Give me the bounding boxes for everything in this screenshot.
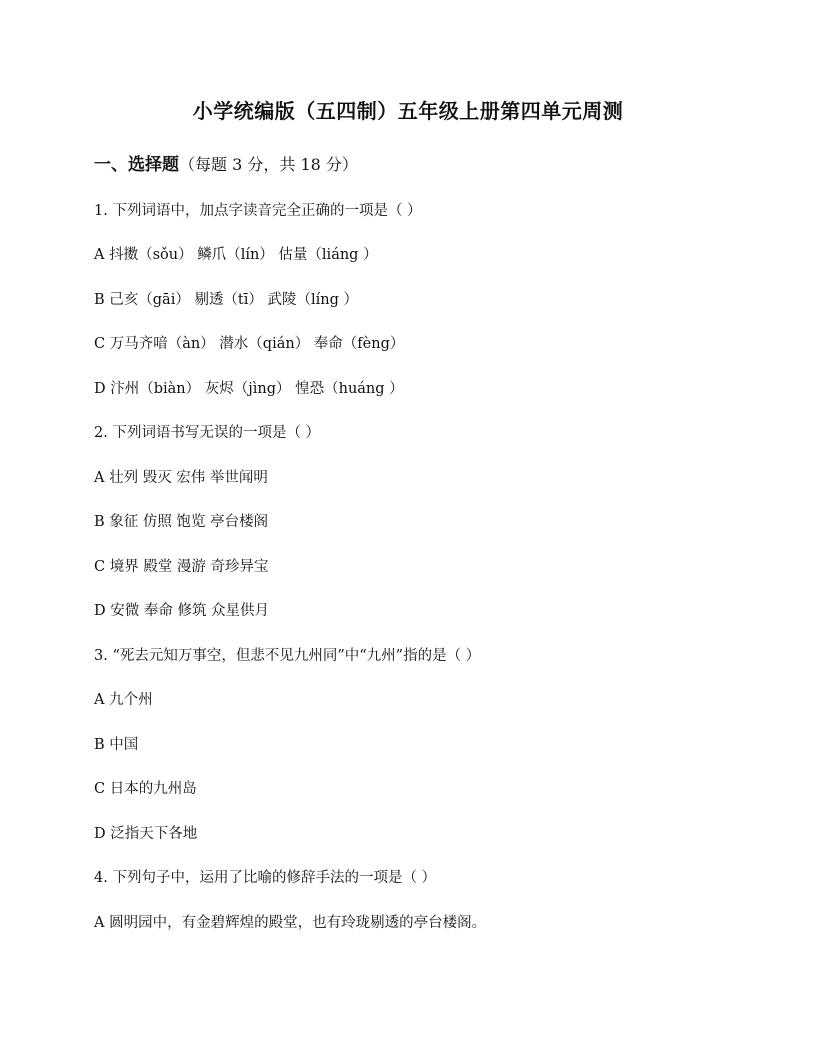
page-title: 小学统编版（五四制）五年级上册第四单元周测 (192, 99, 624, 123)
question-2-option-d: D 安微 奉命 修筑 众星供月 (94, 603, 270, 619)
question-2-option-c: C 境界 殿堂 漫游 奇珍异宝 (94, 559, 269, 575)
section-heading (94, 150, 358, 175)
question-2: 2. 下列词语书写无误的一项是（ ） (94, 425, 321, 441)
question-4-option-a: A 圆明园中，有金碧辉煌的殿堂，也有玲珑剔透的亭台楼阁。 (94, 915, 487, 931)
section-score: （每题 3 分，共 18 分） (179, 155, 358, 174)
question-2-option-a: A 壮列 毁灭 宏伟 举世闻明 (94, 470, 268, 486)
question-3: 3. “死去元知万事空，但悲不见九州同”中“九州”指的是（ ） (94, 648, 481, 664)
question-1-option-a: A 抖擞（sǒu） 鳞爪（lín） 估量（liáng ） (94, 247, 378, 263)
question-1: 1. 下列词语中，加点字读音完全正确的一项是（ ） (94, 203, 422, 219)
question-3-option-c: C 日本的九州岛 (94, 781, 197, 797)
question-3-option-b: B 中国 (94, 737, 139, 753)
question-1-option-b: B 己亥（gāi） 剔透（tī） 武陵（líng ） (94, 292, 359, 308)
question-1-option-d: D 汴州（biàn） 灰烬（jìng） 惶恐（huáng ） (94, 381, 404, 397)
question-3-option-d: D 泛指天下各地 (94, 826, 198, 842)
section-heading-text: 一、选择题 (94, 155, 179, 175)
question-3-option-a: A 九个州 (94, 692, 153, 708)
question-1-option-c: C 万马齐喑（àn） 潜水（qián） 奉命（fèng） (94, 336, 405, 352)
question-2-option-b: B 象征 仿照 饱览 亭台楼阁 (94, 514, 269, 530)
question-4: 4. 下列句子中，运用了比喻的修辞手法的一项是（ ） (94, 870, 437, 886)
